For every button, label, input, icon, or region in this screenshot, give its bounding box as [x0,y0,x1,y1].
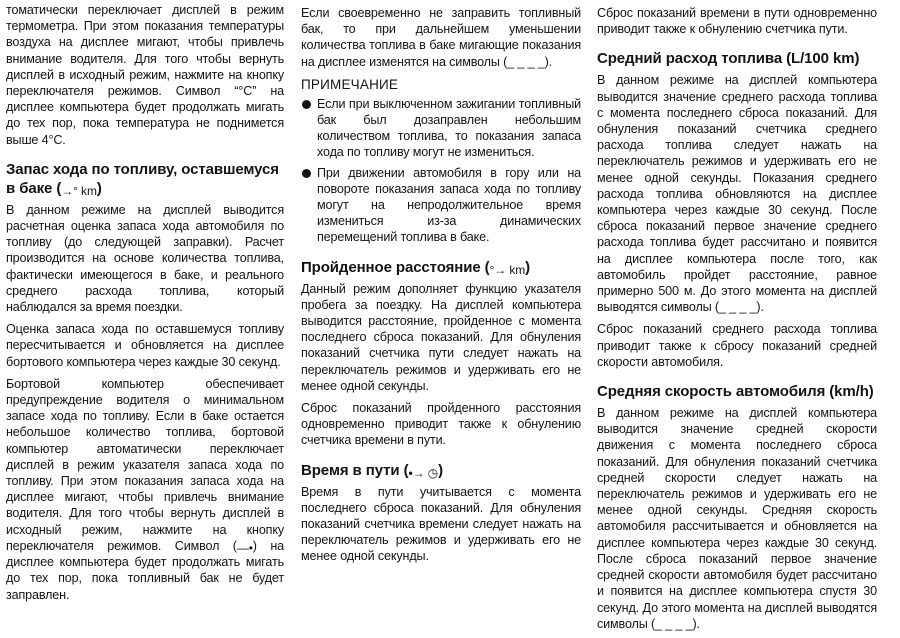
column-1 [6,2,284,609]
distance-paragraph-2: Сброс показаний пройденного расстояния одновременно приводит также к обнулению счетчика времени в пути. [301,401,581,448]
range-km-icon: →° km [61,183,97,198]
fuel-arrow-dot-icon: —• [236,540,253,555]
column-2 [301,5,581,571]
note-item: При движении автомобиля в гору или на повороте показания запаса хода по топливу могут на непродолжительное время измениться из-за динамических перемещений топлива в баке. [301,165,581,246]
bullet-dot-icon [302,169,311,178]
speed-paragraph-1: В данном режиме на дисплей компьютера выводится значение средней скорости движения с момента последнего сброса показаний. Для обнуления показаний счетчика средней скорости следует нажать на переключатель режимов и удерживать его не менее одной секунды. Средняя скорость автомобиля рассчитывается и обновляется на дисплее компьютера через каждые 30 секунд. После сброса показаний первое значение средней скорости автомобиля будет рассчитано и появится на дисплее компьютера спустя 30 секунд. До этого момента на дисплей выводятся символы (_ _ _ _). [597,406,877,631]
time-paragraph-1: Время в пути учитывается с момента последнего сброса показаний. Для обнуления показаний счетчика времени следует нажать на переключатель режимов и удерживать его не менее одной секунды. [301,484,581,564]
consumption-paragraph-2: Сброс показаний среднего расхода топлива приводит также к сбросу показаний средней скорости автомобиля. [597,322,877,369]
note-item: Если при выключенном зажигании топливный бак был дозаправлен небольшим количеством топлива, то показания запаса хода по топливу могут не измениться. [301,96,581,161]
distance-section-heading: Пройденное расстояние (°→ km) [301,258,531,277]
note-title: ПРИМЕЧАНИЕ [301,76,399,92]
range-section-heading: Запас хода по топливу, оставшемуся в баке (→° km) [6,160,279,198]
column-3 [597,5,877,638]
time-section-heading: Время в пути (•→ ◷) [301,461,443,480]
clock-arrow-icon: •→ ◷ [408,465,439,480]
distance-km-icon: °→ km [489,262,526,277]
range-paragraph-1: В данном режиме на дисплей выводится расчетная оценка запаса хода автомобиля по топливу (до следующей заправки). Расчет производится на основе количества топлива, фактически имеющегося в баке, и реального среднего расхода топлива, который наблюдался за время поездки. [6,202,284,315]
bullet-dot-icon [302,100,311,109]
thermometer-paragraph: томатически переключает дисплей в режим термометра. При этом показания температуры воздуха на дисплее мигают, чтобы привлечь внимание водителя. Для того чтобы вернуть дисплей в исходный режим, нажмите на кнопку переключателя режимов. Символ “°C” на дисплее компьютера будет продолжать мигать до тех пор, пока температура не поднимется выше 4°C. [6,3,284,147]
consumption-paragraph-1: В данном режиме на дисплей компьютера выводится значение среднего расхода топлива с момента последнего сброса показаний. Для обнуления показаний счетчика среднего расхода топлива следует нажать на переключатель режимов и удерживать его не менее одной секунды. Показания среднего расхода топлива обновляются на дисплее компьютера через каждые 30 секунд. После сброса показаний первое значение среднего расхода топлива будет рассчитано и появится на дисплее компьютера после того, как автомобиль пройдет расстояние, равное примерно 500 м. До этого момента на дисплей выводятся символы (_ _ _ _). [597,73,877,315]
consumption-section-heading: Средний расход топлива (L/100 km) [597,50,860,68]
time-reset-paragraph: Сброс показаний времени в пути одновременно приводит также к обнулению счетчика пути. [597,6,877,37]
range-paragraph-2: Оценка запаса хода по оставшемуся топливу пересчитывается и обновляется на дисплее бортового компьютера через каждые 30 секунд. [6,322,284,369]
range-paragraph-3: Бортовой компьютер обеспечивает предупреждение водителя о минимальном запасе хода по топливу. Если в баке остается небольшое количество топлива, бортовой компьютер автоматически переключает дисплей в режим указателя запаса хода по топливу. При этом показания запаса хода на дисплее мигают, чтобы привлечь внимание водителя. Для того чтобы вернуть дисплей в исходный режим, нажмите на кнопку переключателя режимов. Символ (—•) на дисплее компьютера будет продолжать мигать до тех пор, пока топливный бак не будет заправлен. [6,376,284,602]
note-list [301,96,581,246]
speed-section-heading: Средняя скорость автомобиля (km/h) [597,383,874,401]
distance-paragraph-1: Данный режим дополняет функцию указателя пробега за поездку. На дисплей компьютера выводится расстояние, пройденное с момента последнего сброса показаний. Для обнуления показаний счетчика пути следует нажать на переключатель режимов и удерживать его не менее одной секунды. [301,281,581,393]
refuel-warning-paragraph: Если своевременно не заправить топливный бак, то при дальнейшем уменьшении количества топлива в баке мигающие показания на дисплее изменятся на символы (_ _ _ _). [301,6,581,69]
